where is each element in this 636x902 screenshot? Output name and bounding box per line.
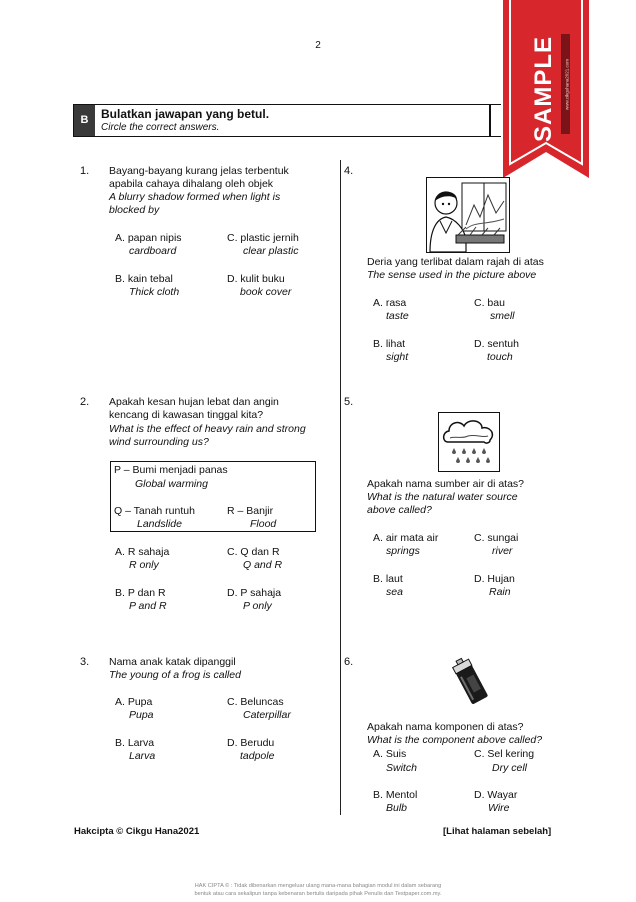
question-text-en: What is the natural water source [367,491,518,503]
question-text-en: What is the effect of heavy rain and strong [109,423,306,435]
statement-r: R – Banjir [227,505,274,517]
page-number: 2 [315,40,321,51]
sample-banner-tag: www.cikguhana2021.com [564,58,570,111]
option-d-en: Rain [489,586,511,598]
question-text-ms: Nama anak katak dipanggil [109,656,236,668]
rain-cloud-image [438,412,500,472]
section-subtitle: Circle the correct answers. [101,122,220,133]
question-text-en: What is the component above called? [367,734,543,746]
option-c-en: Dry cell [492,762,528,774]
option-d-en: book cover [240,286,292,298]
copyright-notice-line: HAK CIPTA © : Tidak dibenarkan mengeluar ulang mana-mana bahagian modul ini dalam sebarang [194,883,442,889]
statement-q-en: Landslide [137,518,182,530]
option-a[interactable]: A. Suis [373,748,407,760]
question-text-ms: kencang di kawasan tinggal kita? [109,409,264,421]
column-divider [340,160,341,815]
option-b-en: Bulb [386,802,408,814]
option-c-en: clear plastic [243,245,299,257]
option-a-en: Switch [386,762,417,774]
option-d[interactable]: D. Hujan [474,573,515,585]
question-text-en: The young of a frog is called [109,669,241,681]
question-text-en: blocked by [109,204,160,216]
option-b-en: P and R [129,600,167,612]
question-text-ms: Apakah kesan hujan lebat dan angin [109,396,279,408]
option-a[interactable]: A. rasa [373,297,407,309]
question-number: 2. [80,396,90,408]
option-a[interactable]: A. air mata air [373,532,439,544]
question-text-en: A blurry shadow formed when light is [109,191,281,203]
dry-cell-battery-image [448,655,492,707]
option-d[interactable]: D. Berudu [227,737,275,749]
question-text-ms: Bayang-bayang kurang jelas terbentuk [109,165,289,177]
question-text-en: above called? [367,504,432,516]
statement-p: P – Bumi menjadi panas [114,464,228,476]
option-a-en: springs [386,545,420,557]
option-b[interactable]: B. laut [373,573,403,585]
section-header-box-end [489,104,501,137]
question-number: 5. [344,396,354,408]
option-b-en: sea [386,586,403,598]
option-a[interactable]: A. R sahaja [115,546,170,558]
question-text-ms: Apakah nama sumber air di atas? [367,478,525,490]
statement-r-en: Flood [250,518,277,530]
question-text-en: The sense used in the picture above [367,269,537,281]
next-page-note: [Lihat halaman sebelah] [443,826,552,837]
option-c[interactable]: C. plastic jernih [227,232,299,244]
option-b[interactable]: B. kain tebal [115,273,173,285]
copyright-notice [0,882,636,898]
option-b-en: Thick cloth [129,286,180,298]
copyright-notice-line: bentuk atau cara sekalipun tanpa kebenaran bertulis daripada pihak Penulis dan Testpaper.com.my. [194,891,442,897]
option-b[interactable]: B. Larva [115,737,155,749]
option-a-en: cardboard [129,245,177,257]
option-a[interactable]: A. papan nipis [115,232,182,244]
question-number: 1. [80,165,90,177]
option-b[interactable]: B. Mentol [373,789,418,801]
option-d[interactable]: D. P sahaja [227,587,282,599]
option-d[interactable]: D. sentuh [474,338,519,350]
option-b[interactable]: B. P dan R [115,587,166,599]
option-d[interactable]: D. kulit buku [227,273,285,285]
question-text-ms: apabila cahaya dihalang oleh objek [109,178,274,190]
copyright-footer: Hakcipta © Cikgu Hana2021 [74,826,200,837]
option-c[interactable]: C. sungai [474,532,519,544]
section-letter: B [74,105,95,136]
option-c-en: smell [490,310,515,322]
statement-p-en: Global warming [135,478,208,490]
option-a-en: R only [129,559,159,571]
question-number: 6. [344,656,354,668]
option-c[interactable]: C. Sel kering [474,748,535,760]
option-b[interactable]: B. lihat [373,338,406,350]
section-title: Bulatkan jawapan yang betul. [101,107,270,121]
option-c-en: Caterpillar [243,709,291,721]
question-number: 3. [80,656,90,668]
option-c-en: Q and R [243,559,283,571]
option-a-en: Pupa [129,709,154,721]
option-d-en: Wire [488,802,510,814]
question-text-ms: Deria yang terlibat dalam rajah di atas [367,256,544,268]
question-text-ms: Apakah nama komponen di atas? [367,721,524,733]
option-c[interactable]: C. Beluncas [227,696,284,708]
option-d[interactable]: D. Wayar [474,789,518,801]
option-b-en: sight [386,351,409,363]
statement-q: Q – Tanah runtuh [114,505,195,517]
option-c[interactable]: C. bau [474,297,505,309]
question-text-en: wind surrounding us? [109,436,209,448]
option-d-en: touch [487,351,513,363]
option-b-en: Larva [129,750,156,762]
option-d-en: tadpole [240,750,275,762]
option-c[interactable]: C. Q dan R [227,546,280,558]
option-c-en: river [492,545,513,557]
sample-banner-text: SAMPLE [530,36,557,143]
option-d-en: P only [243,600,272,612]
question-number: 4. [344,165,354,177]
boy-looking-image [426,177,510,253]
option-a-en: taste [386,310,409,322]
option-a[interactable]: A. Pupa [115,696,153,708]
